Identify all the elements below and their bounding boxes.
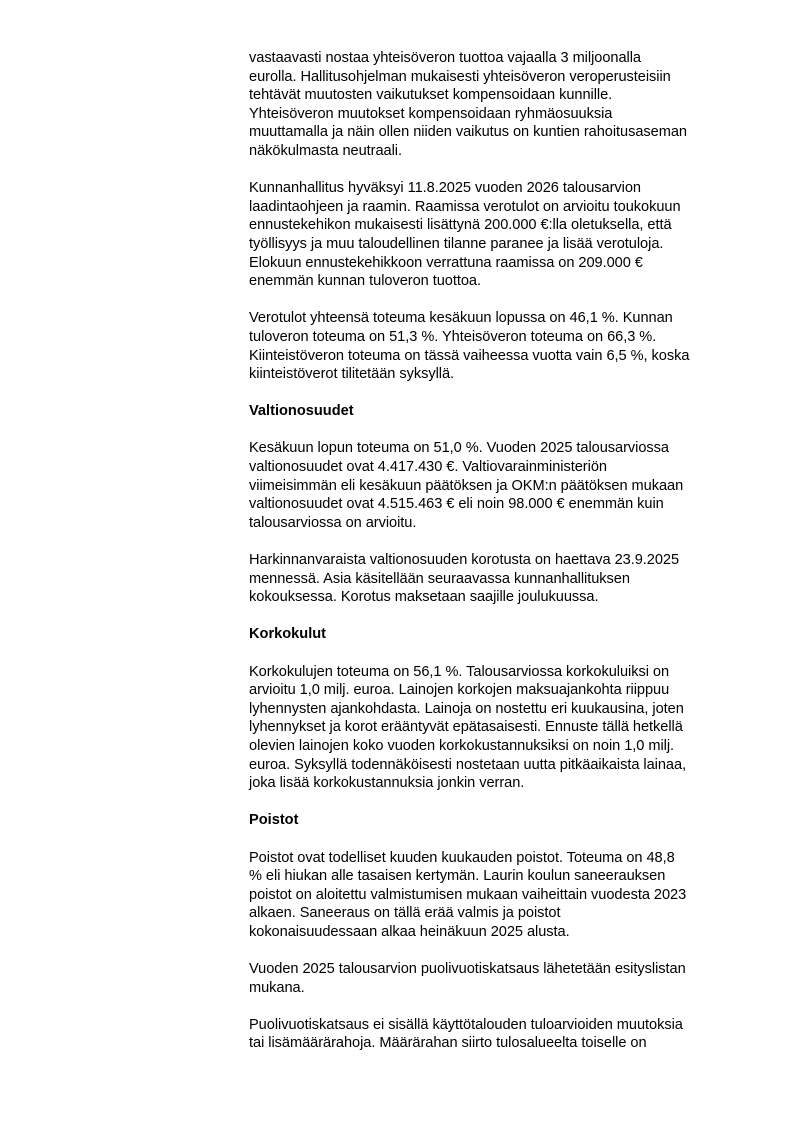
text-line: Yhteisöveron muutokset kompensoidaan ryhmäosuuksia (249, 105, 613, 122)
text-line: kiinteistöverot tilitetään syksyllä. (249, 366, 455, 383)
text-line: olevien lainojen koko vuoden korkokustannuksiksi on noin 1,0 milj. (249, 737, 675, 754)
text-line: Vuoden 2025 talousarvion puolivuotiskatsaus lähetetään esityslistan (249, 961, 686, 978)
paragraph-discretionary-increase (249, 551, 749, 607)
text-line: ennustekehikon mukaisesti lisättynä 200.000 €:lla oletuksella, että (249, 217, 672, 234)
text-line: euroa. Syksyllä todennäköisesti nostetaan uutta pitkäaikaista lainaa, (249, 756, 687, 773)
text-line: valtionosuudet ovat 4.417.430 €. Valtiovarainministeriön (249, 459, 607, 476)
text-line: muuttamalla ja näin ollen niiden vaikutus on kuntien rahoitusaseman (249, 124, 687, 141)
text-line: Elokuun ennustekehikkoon verrattuna raamissa on 209.000 € (249, 254, 643, 271)
text-line: % eli hiukan alle tasaisen kertymän. Laurin koulun saneerauksen (249, 868, 666, 885)
paragraph-review-scope (249, 1016, 749, 1053)
paragraph-half-year-review (249, 960, 749, 997)
text-line: talousarviossa on arvioitu. (249, 514, 417, 531)
text-line: tai lisämäärärahoja. Määrärahan siirto tulosalueelta toiselle on (249, 1035, 647, 1052)
text-line: näkökulmasta neutraali. (249, 142, 402, 159)
text-line: viimeisimmän eli kesäkuun päätöksen ja OKM:n päätöksen mukaan (249, 477, 684, 494)
text-line: mukana. (249, 979, 305, 996)
text-line: työllisyys ja muu taloudellinen tilanne paranee ja lisää verotuloja. (249, 235, 664, 252)
paragraph-corporate-tax (249, 49, 749, 161)
text-line: kokonaisuudessaan alkaa heinäkuun 2025 alusta. (249, 923, 570, 940)
text-line: Kunnanhallitus hyväksyi 11.8.2025 vuoden 2026 talousarvion (249, 180, 641, 197)
section-heading-poistot: Poistot (249, 812, 299, 829)
section-heading-korkokulut: Korkokulut (249, 626, 327, 643)
text-line: mennessä. Asia käsitellään seuraavassa kunnanhallituksen (249, 570, 630, 587)
text-line: enemmän kunnan tuloveron tuottoa. (249, 273, 482, 290)
paragraph-interest-costs (249, 663, 749, 793)
text-line: Kesäkuun lopun toteuma on 51,0 %. Vuoden 2025 talousarviossa (249, 440, 669, 457)
text-line: lyhennysten ajankohdasta. Lainoja on nostettu eri kuukausina, joten (249, 700, 684, 717)
text-line: alkaen. Saneeraus on tällä erää valmis ja poistot (249, 905, 561, 922)
text-line: Puolivuotiskatsaus ei sisällä käyttötalouden tuloarvioiden muutoksia (249, 1016, 683, 1033)
text-line: Verotulot yhteensä toteuma kesäkuun lopussa on 46,1 %. Kunnan (249, 310, 673, 327)
text-line: eurolla. Hallitusohjelman mukaisesti yhteisöveron veroperusteisiin (249, 68, 671, 85)
section-heading-valtionosuudet: Valtionosuudet (249, 403, 354, 420)
paragraph-tax-revenue (249, 309, 749, 383)
text-line: tuloveron toteuma on 51,3 %. Yhteisöveron toteuma on 66,3 %. (249, 328, 657, 345)
text-line: valtionosuudet ovat 4.515.463 € eli noin 98.000 € enemmän kuin (249, 496, 664, 513)
text-line: kokouksessa. Korotus maksetaan saajille joulukuussa. (249, 589, 599, 606)
paragraph-depreciation (249, 849, 749, 942)
text-line: arvioitu 1,0 milj. euroa. Lainojen korkojen maksuajankohta riippuu (249, 682, 670, 699)
text-line: Poistot ovat todelliset kuuden kuukauden poistot. Toteuma on 48,8 (249, 849, 675, 866)
text-line: vastaavasti nostaa yhteisöveron tuottoa vajaalla 3 miljoonalla (249, 50, 641, 66)
text-line: tehtävät muutosten vaikutukset kompensoidaan kunnille. (249, 87, 613, 104)
paragraph-state-subsidies (249, 439, 749, 532)
document-page (249, 49, 749, 1072)
text-line: laadintaohjeen ja raamin. Raamissa verotulot on arvioitu toukokuun (249, 198, 681, 215)
text-line: joka lisää korkokustannuksia jonkin verran. (249, 775, 525, 792)
text-line: Korkokulujen toteuma on 56,1 %. Talousarviossa korkokuluiksi on (249, 663, 670, 680)
text-line: poistot on aloitettu valmistumisen mukaan vaiheittain vuodesta 2023 (249, 886, 687, 903)
text-line: Harkinnanvaraista valtionosuuden korotusta on haettava 23.9.2025 (249, 552, 680, 569)
paragraph-budget-framework (249, 179, 749, 291)
text-line: Kiinteistöveron toteuma on tässä vaiheessa vuotta vain 6,5 %, koska (249, 347, 690, 364)
text-line: lyhennykset ja korot erääntyvät epätasaisesti. Ennuste tällä hetkellä (249, 719, 683, 736)
